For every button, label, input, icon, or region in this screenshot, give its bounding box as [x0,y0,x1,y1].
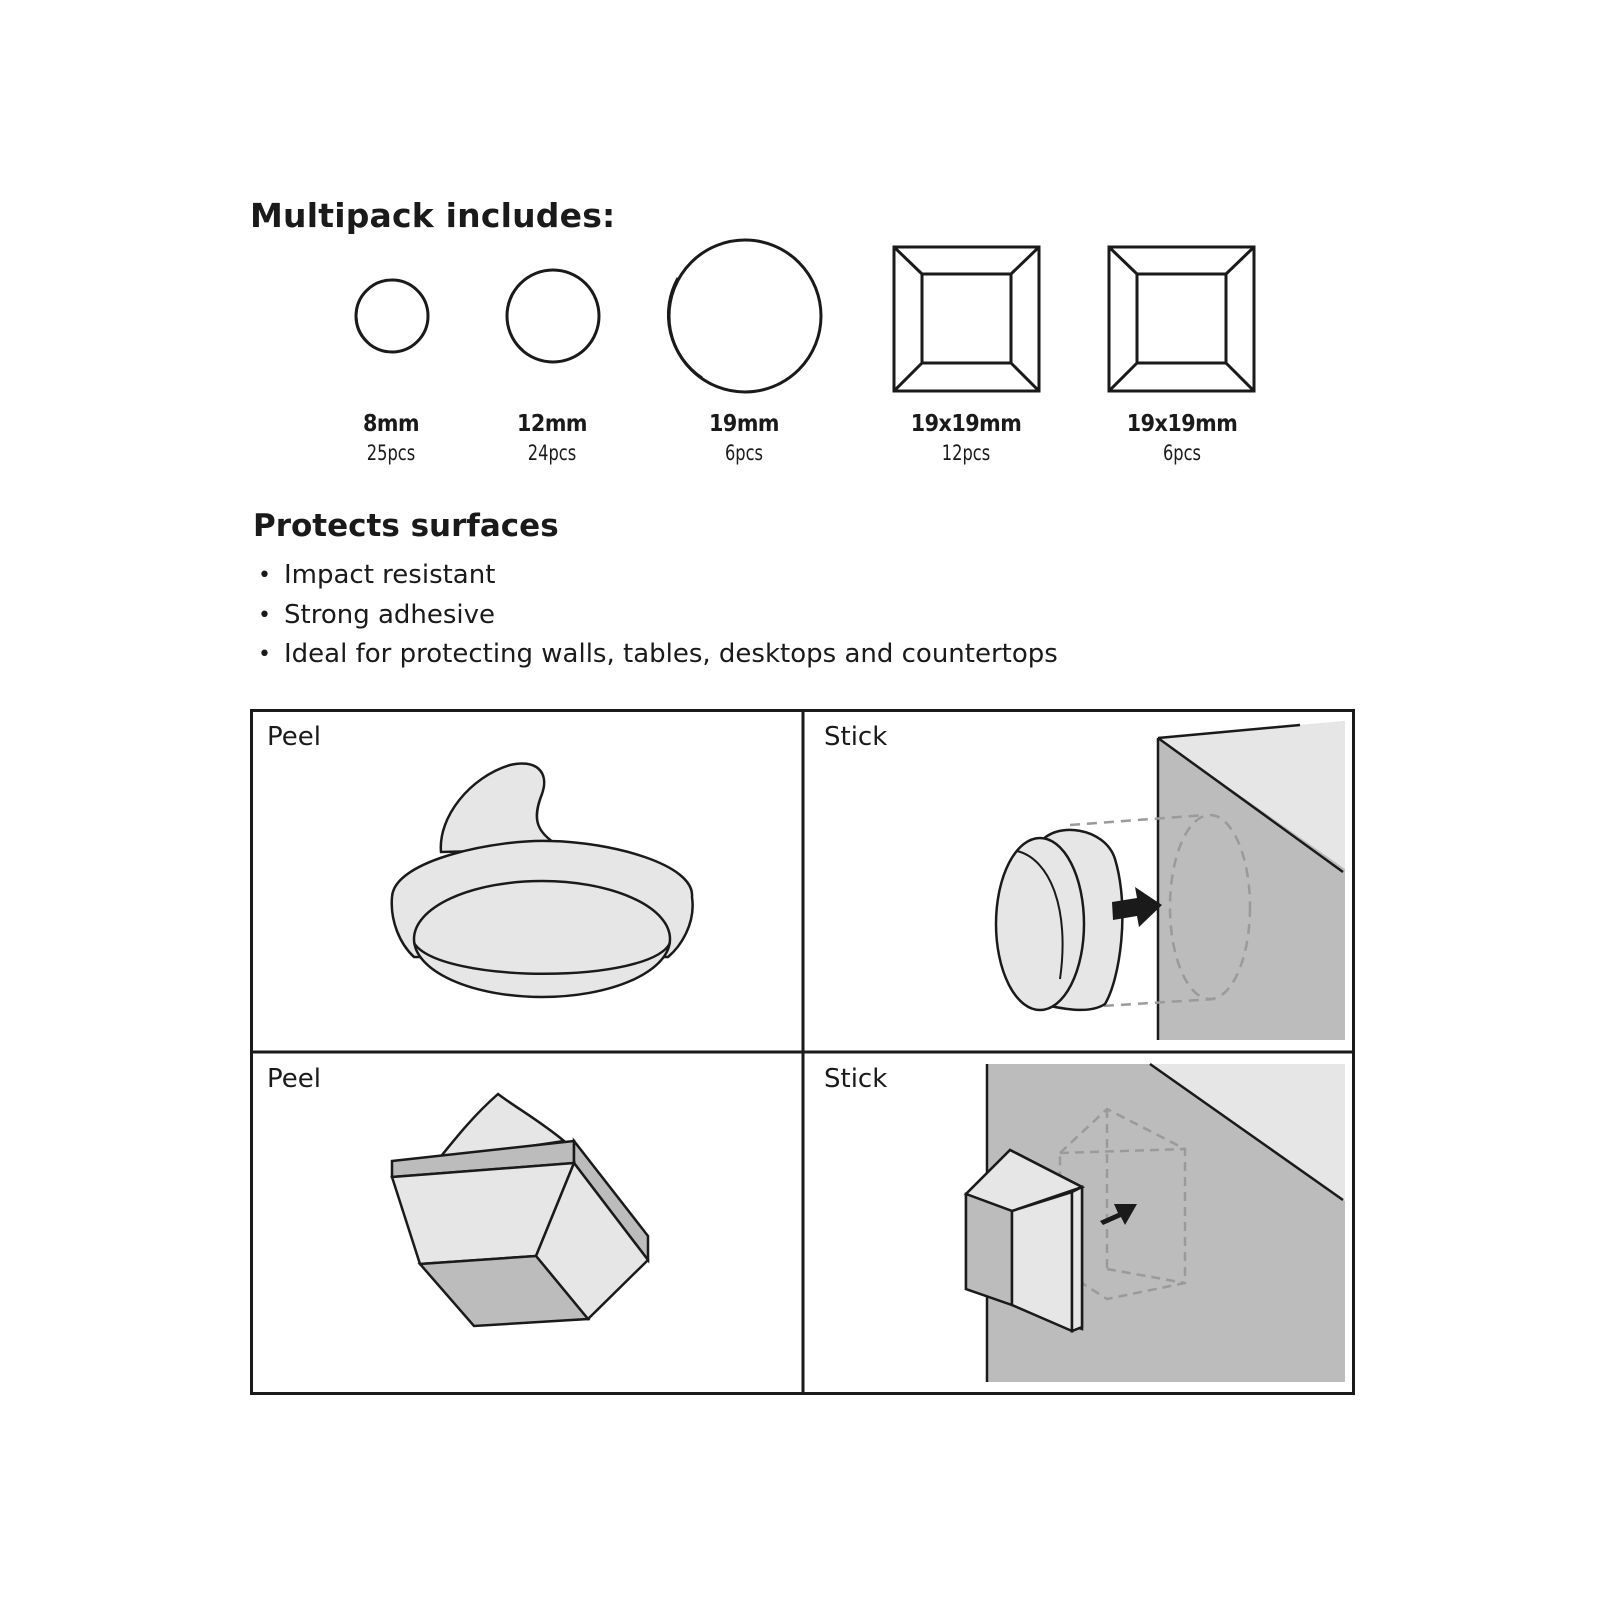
item-size: 8mm [362,411,420,437]
bullet-icon: • [258,642,271,667]
protects-title: Protects surfaces [253,508,559,544]
instruction-grid [250,709,1355,1395]
large-round-pad-icon [668,240,821,392]
peel-round-pad-icon [392,763,693,997]
instruction-illustrations [250,709,1355,1395]
feature-list [254,556,1058,675]
step-label: Peel [267,1064,321,1094]
peel-square-pad-icon [392,1094,648,1326]
stick-round-pad-icon [996,721,1345,1040]
item-label-5 [1102,411,1262,465]
item-qty: 25pcs [366,441,416,465]
multipack-title: Multipack includes: [250,196,616,235]
item-size: 19mm [709,411,779,437]
item-qty: 6pcs [1162,441,1202,465]
feature-text: Impact resistant [284,560,496,590]
item-qty: 24pcs [527,441,577,465]
item-qty: 6pcs [724,441,764,465]
item-label-1 [311,411,471,465]
item-size: 19x19mm [1126,411,1238,437]
item-label-4 [886,411,1046,465]
item-size: 19x19mm [910,411,1022,437]
feature-item [254,556,1058,596]
square-pad-b-icon [1109,247,1254,391]
stick-square-pad-icon [966,1064,1345,1382]
small-round-pad-icon [356,280,428,352]
item-label-2 [472,411,632,465]
step-label: Stick [824,722,888,752]
bullet-icon: • [258,563,271,588]
step-label: Peel [267,722,321,752]
medium-round-pad-icon [507,270,599,362]
item-qty: 12pcs [941,441,991,465]
step-label: Stick [824,1064,888,1094]
bullet-icon: • [258,602,271,628]
item-size: 12mm [517,411,587,437]
feature-text: Ideal for protecting walls, tables, desktops and countertops [284,639,1058,669]
feature-item [254,635,1058,675]
square-pad-a-icon [894,247,1039,391]
feature-item [254,596,1058,636]
feature-text: Strong adhesive [284,599,496,630]
item-label-3 [664,411,824,465]
